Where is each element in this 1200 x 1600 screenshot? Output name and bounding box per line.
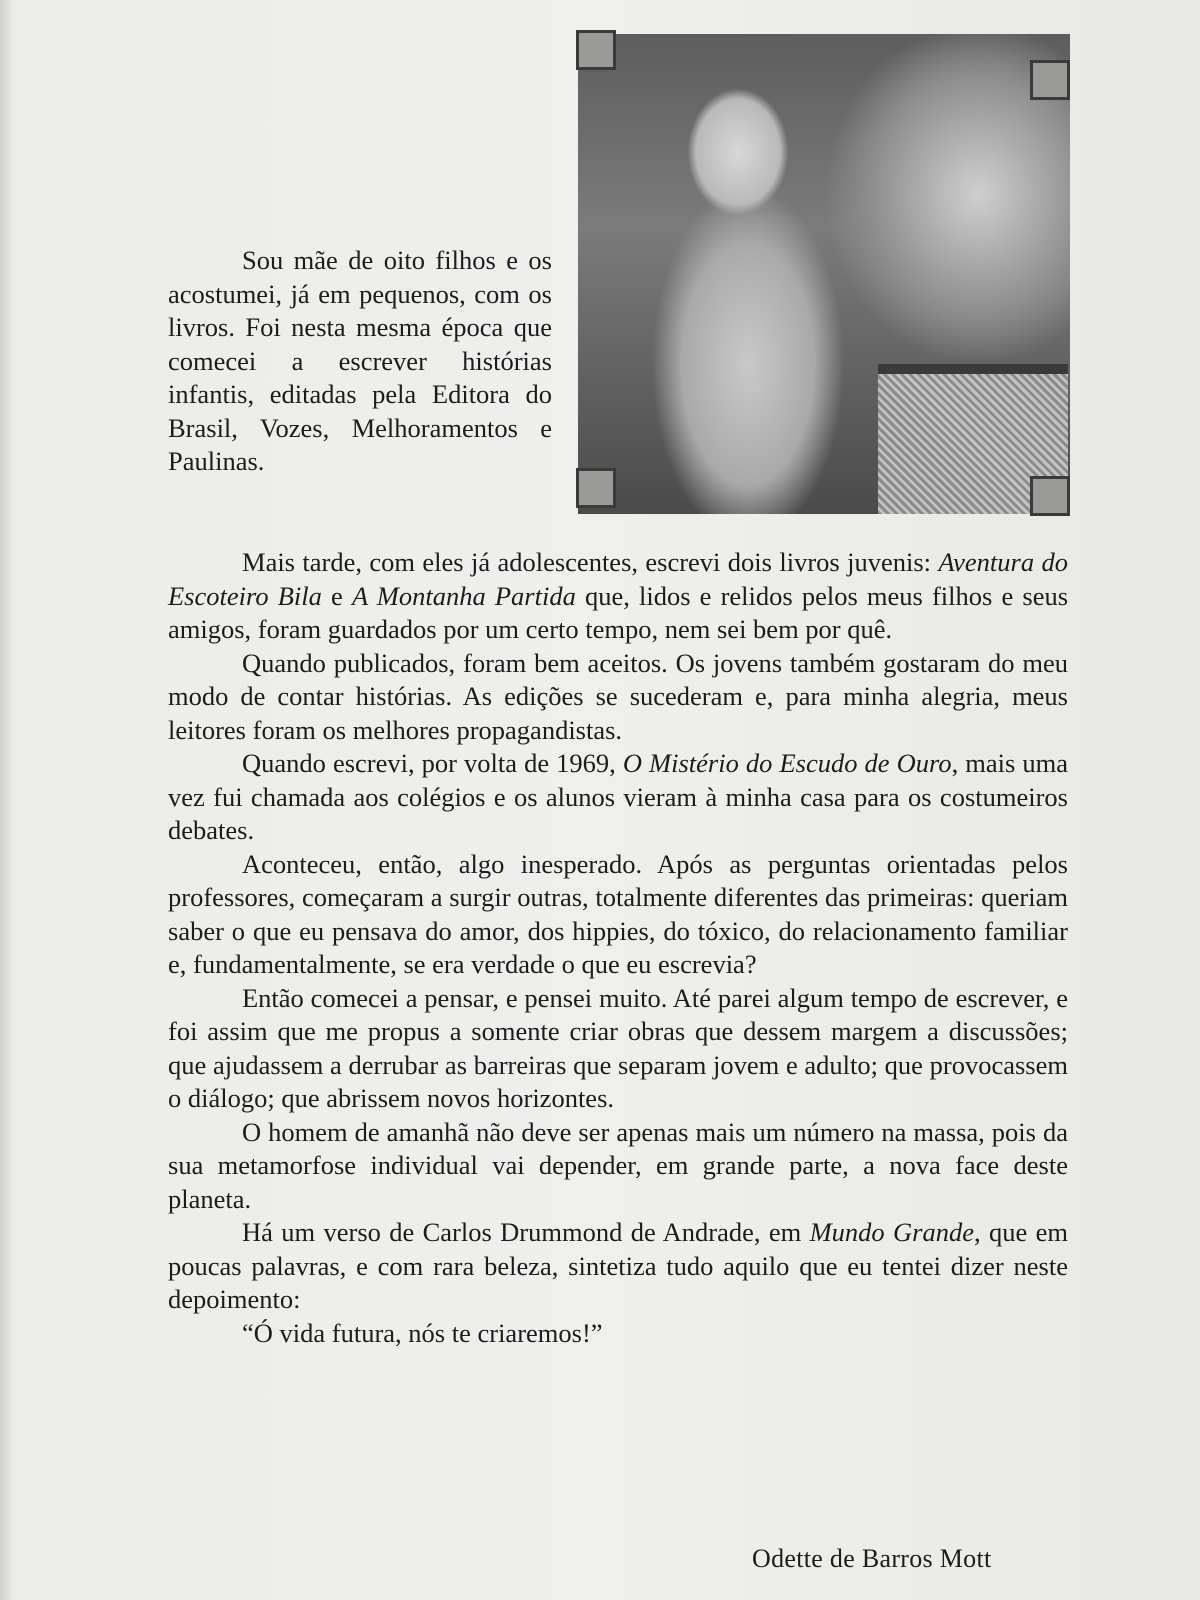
book-title: Aventura do Escoteiro Bila	[168, 547, 1068, 611]
author-signature: Odette de Barros Mott	[752, 1544, 992, 1573]
author-photo-frame	[578, 34, 1070, 514]
frame-corner-square	[1030, 60, 1070, 100]
quote: “Ó vida futura, nós te criaremos!”	[242, 1317, 603, 1348]
poem-title: Mundo Grande	[809, 1217, 974, 1247]
paragraph: Sou mãe de oito filhos e os acostumei, já em pequenos, com os livros. Foi nesta mesma época que comecei a escrever histórias infantis, editadas pela Editora do Brasil, Vozes, Melhoramentos e Paulinas.	[168, 245, 552, 476]
book-title: O Mistério do Escudo de Ouro	[622, 748, 952, 778]
frame-corner-square	[576, 30, 616, 70]
paragraph: Aconteceu, então, algo inesperado. Após as perguntas orientadas pelos professores, começaram a surgir outras, totalmente diferentes das primeiras: queriam saber o que eu pensava do amor, dos hippies, do tóxico, do relacionamento familiar e, fundamentalmente, se era verdade o que eu escrevia?	[168, 848, 1068, 979]
paragraph: Quando publicados, foram bem aceitos. Os jovens também gostaram do meu modo de contar histórias. As edições se sucederam e, para minha alegria, meus leitores foram os melhores propagandistas.	[168, 647, 1068, 745]
author-photo	[578, 34, 1070, 514]
paragraph: Há um verso de Carlos Drummond de Andrade, em Mundo Grande, que em poucas palavras, e com rara beleza, sintetiza tudo aquilo que eu tentei dizer neste depoimento:	[168, 1217, 1068, 1314]
intro-text	[168, 244, 552, 479]
paragraph: Então comecei a pensar, e pensei muito. Até parei algum tempo de escrever, e foi assim que me propus a somente criar obras que dessem margem a discussões; que ajudassem a derrubar as barreiras que separam jovem e adulto; que provocassem o diálogo; que abrissem novos horizontes.	[168, 982, 1068, 1113]
paragraph: Quando escrevi, por volta de 1969, O Mistério do Escudo de Ouro, mais uma vez fui chamada aos colégios e os alunos vieram à minha casa para os costumeiros debates.	[168, 748, 1068, 845]
book-title: A Montanha Partida	[351, 580, 576, 611]
body-text	[168, 546, 1068, 1350]
frame-corner-square	[576, 468, 616, 508]
paragraph: Mais tarde, com eles já adolescentes, escrevi dois livros juvenis: Aventura do Escoteiro Bila e A Montanha Partida que, lidos e relidos pelos meus filhos e seus amigos, foram guardados por um certo tempo, nem sei bem por quê.	[168, 547, 1069, 644]
frame-corner-square	[1030, 476, 1070, 516]
paragraph: O homem de amanhã não deve ser apenas mais um número na massa, pois da sua metamorfose individual vai depender, em grande parte, a nova face deste planeta.	[168, 1116, 1068, 1214]
